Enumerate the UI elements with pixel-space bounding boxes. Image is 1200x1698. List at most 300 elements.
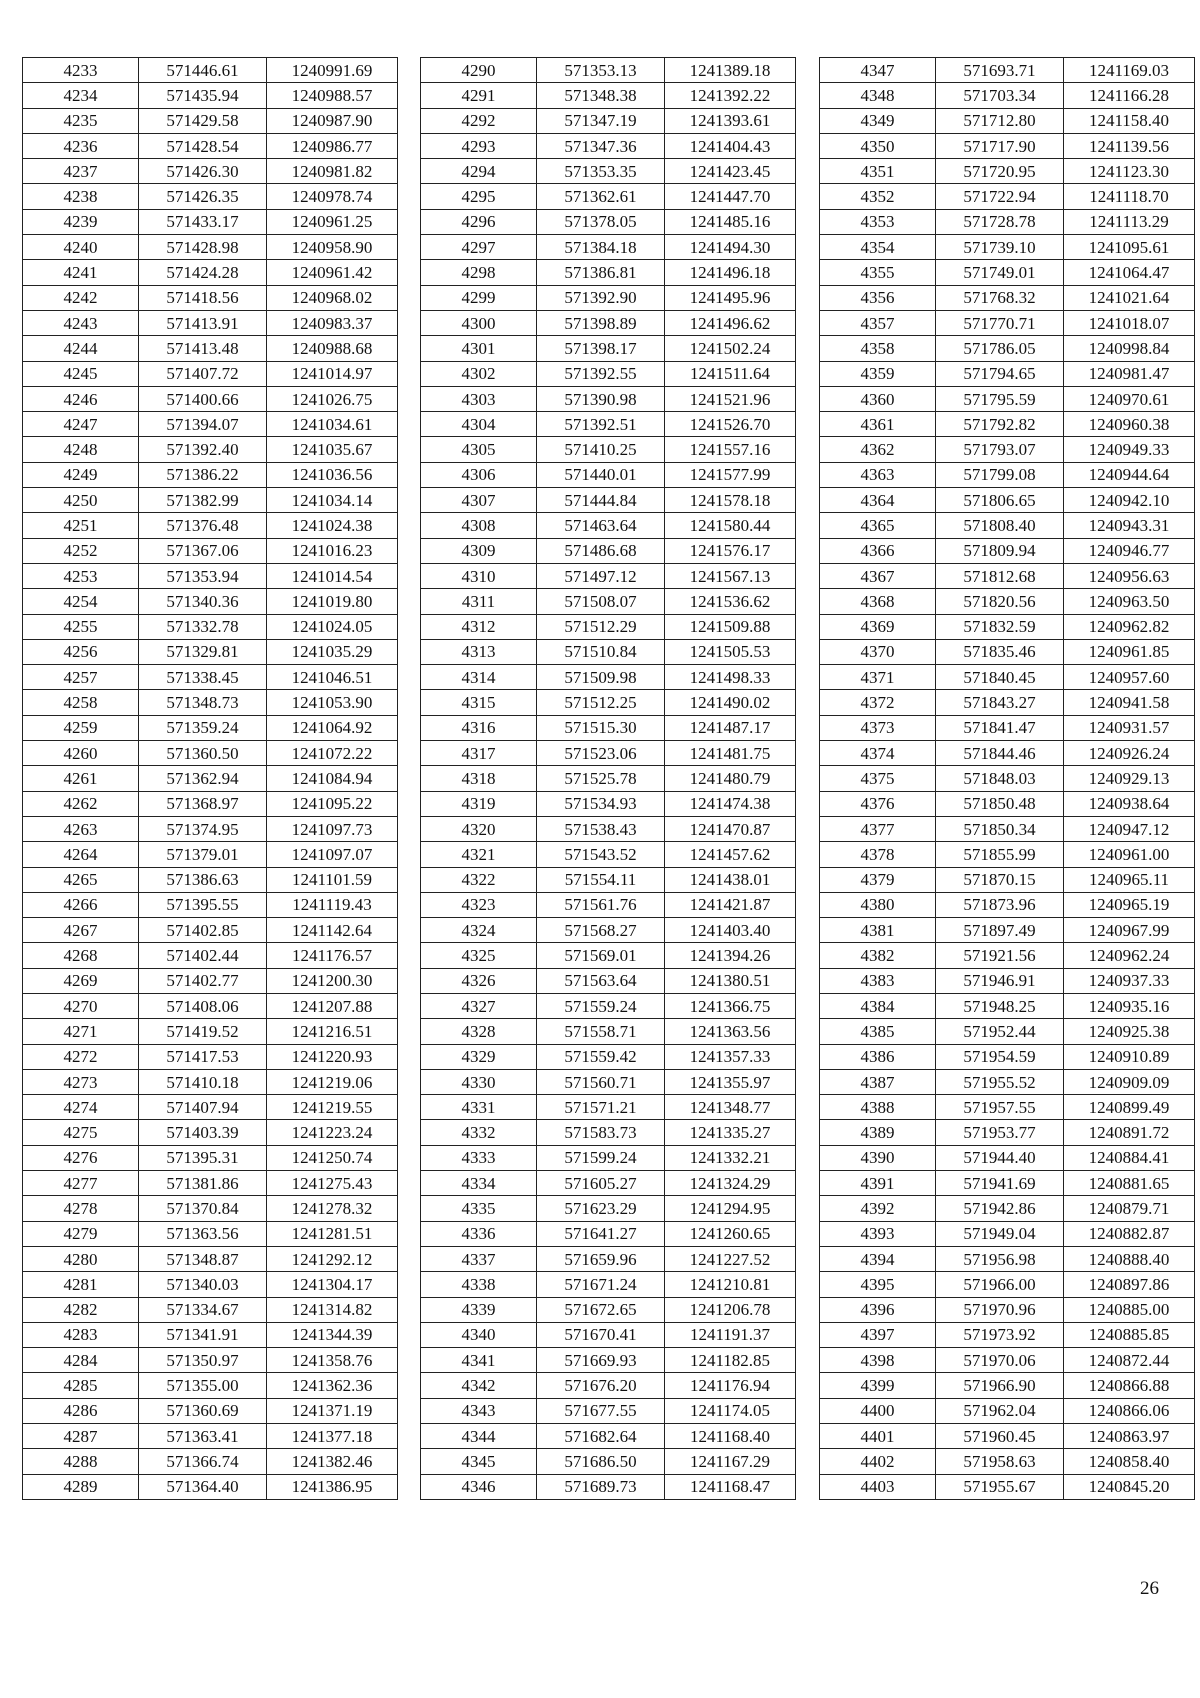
table-row bbox=[421, 1322, 796, 1347]
x-coordinate-cell: 571677.55 bbox=[537, 1398, 665, 1423]
y-coordinate-cell: 1240970.61 bbox=[1064, 386, 1195, 411]
table-row bbox=[421, 1069, 796, 1094]
point-number-cell: 4336 bbox=[421, 1221, 537, 1246]
table-row bbox=[820, 538, 1195, 563]
table-row bbox=[820, 437, 1195, 462]
x-coordinate-cell: 571360.50 bbox=[139, 741, 267, 766]
table-row bbox=[23, 159, 398, 184]
y-coordinate-cell: 1240988.68 bbox=[267, 336, 398, 361]
point-number-cell: 4275 bbox=[23, 1120, 139, 1145]
table-row bbox=[820, 462, 1195, 487]
table-row bbox=[421, 816, 796, 841]
x-coordinate-cell: 571347.36 bbox=[537, 133, 665, 158]
table-row bbox=[23, 285, 398, 310]
y-coordinate-cell: 1241101.59 bbox=[267, 867, 398, 892]
point-number-cell: 4335 bbox=[421, 1196, 537, 1221]
point-number-cell: 4323 bbox=[421, 892, 537, 917]
y-coordinate-cell: 1241167.29 bbox=[665, 1449, 796, 1474]
y-coordinate-cell: 1240863.97 bbox=[1064, 1424, 1195, 1449]
point-number-cell: 4273 bbox=[23, 1069, 139, 1094]
x-coordinate-cell: 571332.78 bbox=[139, 614, 267, 639]
x-coordinate-cell: 571676.20 bbox=[537, 1373, 665, 1398]
point-number-cell: 4241 bbox=[23, 260, 139, 285]
point-number-cell: 4358 bbox=[820, 336, 936, 361]
y-coordinate-cell: 1241557.16 bbox=[665, 437, 796, 462]
point-number-cell: 4294 bbox=[421, 159, 537, 184]
x-coordinate-cell: 571402.85 bbox=[139, 918, 267, 943]
table-row bbox=[820, 1297, 1195, 1322]
point-number-cell: 4236 bbox=[23, 133, 139, 158]
y-coordinate-cell: 1241166.28 bbox=[1064, 83, 1195, 108]
point-number-cell: 4387 bbox=[820, 1069, 936, 1094]
x-coordinate-cell: 571693.71 bbox=[936, 58, 1064, 83]
y-coordinate-cell: 1241304.17 bbox=[267, 1272, 398, 1297]
x-coordinate-cell: 571381.86 bbox=[139, 1171, 267, 1196]
point-number-cell: 4377 bbox=[820, 816, 936, 841]
x-coordinate-cell: 571392.40 bbox=[139, 437, 267, 462]
table-row bbox=[421, 1221, 796, 1246]
y-coordinate-cell: 1240885.85 bbox=[1064, 1322, 1195, 1347]
point-number-cell: 4298 bbox=[421, 260, 537, 285]
point-number-cell: 4400 bbox=[820, 1398, 936, 1423]
point-number-cell: 4366 bbox=[820, 538, 936, 563]
y-coordinate-cell: 1241097.73 bbox=[267, 816, 398, 841]
y-coordinate-cell: 1241578.18 bbox=[665, 488, 796, 513]
table-row bbox=[421, 1095, 796, 1120]
x-coordinate-cell: 571334.67 bbox=[139, 1297, 267, 1322]
table-row bbox=[820, 665, 1195, 690]
point-number-cell: 4288 bbox=[23, 1449, 139, 1474]
y-coordinate-cell: 1241496.62 bbox=[665, 310, 796, 335]
y-coordinate-cell: 1241314.82 bbox=[267, 1297, 398, 1322]
y-coordinate-cell: 1240888.40 bbox=[1064, 1246, 1195, 1271]
x-coordinate-cell: 571835.46 bbox=[936, 639, 1064, 664]
table-row bbox=[820, 867, 1195, 892]
point-number-cell: 4395 bbox=[820, 1272, 936, 1297]
point-number-cell: 4242 bbox=[23, 285, 139, 310]
table-row bbox=[23, 842, 398, 867]
table-row bbox=[421, 766, 796, 791]
y-coordinate-cell: 1240962.82 bbox=[1064, 614, 1195, 639]
point-number-cell: 4287 bbox=[23, 1424, 139, 1449]
x-coordinate-cell: 571686.50 bbox=[537, 1449, 665, 1474]
table-row bbox=[421, 513, 796, 538]
point-number-cell: 4311 bbox=[421, 589, 537, 614]
table-row bbox=[23, 1171, 398, 1196]
point-number-cell: 4329 bbox=[421, 1044, 537, 1069]
table-row bbox=[23, 83, 398, 108]
x-coordinate-cell: 571843.27 bbox=[936, 690, 1064, 715]
point-number-cell: 4398 bbox=[820, 1348, 936, 1373]
y-coordinate-cell: 1241393.61 bbox=[665, 108, 796, 133]
table-row bbox=[820, 1120, 1195, 1145]
table-row bbox=[421, 563, 796, 588]
table-row bbox=[421, 1019, 796, 1044]
y-coordinate-cell: 1241219.06 bbox=[267, 1069, 398, 1094]
y-coordinate-cell: 1241526.70 bbox=[665, 412, 796, 437]
table-row bbox=[23, 665, 398, 690]
table-row bbox=[421, 614, 796, 639]
point-number-cell: 4244 bbox=[23, 336, 139, 361]
x-coordinate-cell: 571703.34 bbox=[936, 83, 1064, 108]
x-coordinate-cell: 571583.73 bbox=[537, 1120, 665, 1145]
table-row bbox=[421, 639, 796, 664]
x-coordinate-cell: 571806.65 bbox=[936, 488, 1064, 513]
x-coordinate-cell: 571958.63 bbox=[936, 1449, 1064, 1474]
table-row bbox=[820, 816, 1195, 841]
table-row bbox=[23, 260, 398, 285]
y-coordinate-cell: 1240882.87 bbox=[1064, 1221, 1195, 1246]
table-row bbox=[23, 993, 398, 1018]
table-row bbox=[23, 1348, 398, 1373]
x-coordinate-cell: 571770.71 bbox=[936, 310, 1064, 335]
table-row bbox=[421, 791, 796, 816]
y-coordinate-cell: 1241502.24 bbox=[665, 336, 796, 361]
x-coordinate-cell: 571510.84 bbox=[537, 639, 665, 664]
x-coordinate-cell: 571368.97 bbox=[139, 791, 267, 816]
y-coordinate-cell: 1240910.89 bbox=[1064, 1044, 1195, 1069]
x-coordinate-cell: 571659.96 bbox=[537, 1246, 665, 1271]
x-coordinate-cell: 571515.30 bbox=[537, 715, 665, 740]
point-number-cell: 4269 bbox=[23, 968, 139, 993]
point-number-cell: 4368 bbox=[820, 589, 936, 614]
x-coordinate-cell: 571353.13 bbox=[537, 58, 665, 83]
x-coordinate-cell: 571363.41 bbox=[139, 1424, 267, 1449]
point-number-cell: 4243 bbox=[23, 310, 139, 335]
point-number-cell: 4343 bbox=[421, 1398, 537, 1423]
point-number-cell: 4240 bbox=[23, 235, 139, 260]
x-coordinate-cell: 571955.52 bbox=[936, 1069, 1064, 1094]
point-number-cell: 4280 bbox=[23, 1246, 139, 1271]
table-row bbox=[421, 1474, 796, 1499]
y-coordinate-cell: 1240942.10 bbox=[1064, 488, 1195, 513]
point-number-cell: 4295 bbox=[421, 184, 537, 209]
point-number-cell: 4344 bbox=[421, 1424, 537, 1449]
x-coordinate-cell: 571840.45 bbox=[936, 665, 1064, 690]
table-row bbox=[820, 1373, 1195, 1398]
y-coordinate-cell: 1241139.56 bbox=[1064, 133, 1195, 158]
point-number-cell: 4291 bbox=[421, 83, 537, 108]
point-number-cell: 4281 bbox=[23, 1272, 139, 1297]
table-row bbox=[23, 1474, 398, 1499]
table-row bbox=[23, 563, 398, 588]
point-number-cell: 4278 bbox=[23, 1196, 139, 1221]
point-number-cell: 4297 bbox=[421, 235, 537, 260]
y-coordinate-cell: 1240899.49 bbox=[1064, 1095, 1195, 1120]
point-number-cell: 4237 bbox=[23, 159, 139, 184]
table-row bbox=[820, 1348, 1195, 1373]
y-coordinate-cell: 1241053.90 bbox=[267, 690, 398, 715]
y-coordinate-cell: 1241505.53 bbox=[665, 639, 796, 664]
table-row bbox=[421, 159, 796, 184]
x-coordinate-cell: 571949.04 bbox=[936, 1221, 1064, 1246]
table-row bbox=[421, 83, 796, 108]
point-number-cell: 4265 bbox=[23, 867, 139, 892]
y-coordinate-cell: 1241447.70 bbox=[665, 184, 796, 209]
table-row bbox=[23, 108, 398, 133]
x-coordinate-cell: 571543.52 bbox=[537, 842, 665, 867]
point-number-cell: 4374 bbox=[820, 741, 936, 766]
y-coordinate-cell: 1241064.92 bbox=[267, 715, 398, 740]
point-number-cell: 4360 bbox=[820, 386, 936, 411]
point-number-cell: 4319 bbox=[421, 791, 537, 816]
table-row bbox=[820, 1474, 1195, 1499]
y-coordinate-cell: 1241018.07 bbox=[1064, 310, 1195, 335]
table-row bbox=[820, 741, 1195, 766]
y-coordinate-cell: 1240879.71 bbox=[1064, 1196, 1195, 1221]
table-row bbox=[421, 361, 796, 386]
y-coordinate-cell: 1240845.20 bbox=[1064, 1474, 1195, 1499]
point-number-cell: 4239 bbox=[23, 209, 139, 234]
point-number-cell: 4318 bbox=[421, 766, 537, 791]
x-coordinate-cell: 571962.04 bbox=[936, 1398, 1064, 1423]
table-row bbox=[23, 1221, 398, 1246]
y-coordinate-cell: 1241119.43 bbox=[267, 892, 398, 917]
x-coordinate-cell: 571558.71 bbox=[537, 1019, 665, 1044]
x-coordinate-cell: 571720.95 bbox=[936, 159, 1064, 184]
point-number-cell: 4362 bbox=[820, 437, 936, 462]
table-row bbox=[23, 1069, 398, 1094]
x-coordinate-cell: 571841.47 bbox=[936, 715, 1064, 740]
point-number-cell: 4290 bbox=[421, 58, 537, 83]
point-number-cell: 4359 bbox=[820, 361, 936, 386]
table-row bbox=[421, 1297, 796, 1322]
y-coordinate-cell: 1241292.12 bbox=[267, 1246, 398, 1271]
point-number-cell: 4365 bbox=[820, 513, 936, 538]
x-coordinate-cell: 571366.74 bbox=[139, 1449, 267, 1474]
table-row bbox=[421, 1120, 796, 1145]
x-coordinate-cell: 571850.48 bbox=[936, 791, 1064, 816]
y-coordinate-cell: 1241362.36 bbox=[267, 1373, 398, 1398]
y-coordinate-cell: 1241485.16 bbox=[665, 209, 796, 234]
x-coordinate-cell: 571739.10 bbox=[936, 235, 1064, 260]
point-number-cell: 4367 bbox=[820, 563, 936, 588]
point-number-cell: 4340 bbox=[421, 1322, 537, 1347]
y-coordinate-cell: 1241580.44 bbox=[665, 513, 796, 538]
x-coordinate-cell: 571508.07 bbox=[537, 589, 665, 614]
point-number-cell: 4259 bbox=[23, 715, 139, 740]
table-row bbox=[421, 1424, 796, 1449]
y-coordinate-cell: 1241386.95 bbox=[267, 1474, 398, 1499]
table-row bbox=[421, 690, 796, 715]
x-coordinate-cell: 571525.78 bbox=[537, 766, 665, 791]
point-number-cell: 4369 bbox=[820, 614, 936, 639]
table-row bbox=[820, 1095, 1195, 1120]
table-row bbox=[820, 1019, 1195, 1044]
point-number-cell: 4247 bbox=[23, 412, 139, 437]
x-coordinate-cell: 571946.91 bbox=[936, 968, 1064, 993]
x-coordinate-cell: 571848.03 bbox=[936, 766, 1064, 791]
point-number-cell: 4346 bbox=[421, 1474, 537, 1499]
x-coordinate-cell: 571844.46 bbox=[936, 741, 1064, 766]
table-row bbox=[820, 1145, 1195, 1170]
y-coordinate-cell: 1241389.18 bbox=[665, 58, 796, 83]
point-number-cell: 4386 bbox=[820, 1044, 936, 1069]
y-coordinate-cell: 1241095.61 bbox=[1064, 235, 1195, 260]
table-row bbox=[820, 1171, 1195, 1196]
y-coordinate-cell: 1241168.40 bbox=[665, 1424, 796, 1449]
y-coordinate-cell: 1241142.64 bbox=[267, 918, 398, 943]
x-coordinate-cell: 571347.19 bbox=[537, 108, 665, 133]
y-coordinate-cell: 1241168.47 bbox=[665, 1474, 796, 1499]
point-number-cell: 4381 bbox=[820, 918, 936, 943]
table-row bbox=[23, 1373, 398, 1398]
point-number-cell: 4350 bbox=[820, 133, 936, 158]
y-coordinate-cell: 1241324.29 bbox=[665, 1171, 796, 1196]
table-row bbox=[23, 235, 398, 260]
point-number-cell: 4364 bbox=[820, 488, 936, 513]
y-coordinate-cell: 1240981.47 bbox=[1064, 361, 1195, 386]
point-number-cell: 4276 bbox=[23, 1145, 139, 1170]
y-coordinate-cell: 1241016.23 bbox=[267, 538, 398, 563]
x-coordinate-cell: 571808.40 bbox=[936, 513, 1064, 538]
y-coordinate-cell: 1240925.38 bbox=[1064, 1019, 1195, 1044]
y-coordinate-cell: 1240965.19 bbox=[1064, 892, 1195, 917]
y-coordinate-cell: 1240983.37 bbox=[267, 310, 398, 335]
y-coordinate-cell: 1240897.86 bbox=[1064, 1272, 1195, 1297]
y-coordinate-cell: 1240987.90 bbox=[267, 108, 398, 133]
x-coordinate-cell: 571378.05 bbox=[537, 209, 665, 234]
x-coordinate-cell: 571671.24 bbox=[537, 1272, 665, 1297]
x-coordinate-cell: 571682.64 bbox=[537, 1424, 665, 1449]
table-row bbox=[820, 1322, 1195, 1347]
y-coordinate-cell: 1240926.24 bbox=[1064, 741, 1195, 766]
point-number-cell: 4345 bbox=[421, 1449, 537, 1474]
y-coordinate-cell: 1241577.99 bbox=[665, 462, 796, 487]
table-row bbox=[23, 614, 398, 639]
table-row bbox=[820, 968, 1195, 993]
table-row bbox=[421, 108, 796, 133]
point-number-cell: 4383 bbox=[820, 968, 936, 993]
x-coordinate-cell: 571390.98 bbox=[537, 386, 665, 411]
table-row bbox=[820, 159, 1195, 184]
point-number-cell: 4339 bbox=[421, 1297, 537, 1322]
y-coordinate-cell: 1240941.58 bbox=[1064, 690, 1195, 715]
y-coordinate-cell: 1240978.74 bbox=[267, 184, 398, 209]
x-coordinate-cell: 571444.84 bbox=[537, 488, 665, 513]
table-row bbox=[820, 1196, 1195, 1221]
table-row bbox=[421, 1373, 796, 1398]
x-coordinate-cell: 571407.94 bbox=[139, 1095, 267, 1120]
table-row bbox=[23, 589, 398, 614]
x-coordinate-cell: 571360.69 bbox=[139, 1398, 267, 1423]
table-row bbox=[820, 589, 1195, 614]
table-row bbox=[23, 690, 398, 715]
table-row bbox=[23, 639, 398, 664]
x-coordinate-cell: 571364.40 bbox=[139, 1474, 267, 1499]
point-number-cell: 4302 bbox=[421, 361, 537, 386]
x-coordinate-cell: 571559.42 bbox=[537, 1044, 665, 1069]
table-row bbox=[820, 842, 1195, 867]
x-coordinate-cell: 571410.25 bbox=[537, 437, 665, 462]
x-coordinate-cell: 571367.06 bbox=[139, 538, 267, 563]
table-row bbox=[23, 1019, 398, 1044]
table-row bbox=[23, 513, 398, 538]
table-row bbox=[820, 918, 1195, 943]
x-coordinate-cell: 571363.56 bbox=[139, 1221, 267, 1246]
table-row bbox=[23, 133, 398, 158]
x-coordinate-cell: 571341.91 bbox=[139, 1322, 267, 1347]
point-number-cell: 4334 bbox=[421, 1171, 537, 1196]
table-row bbox=[23, 184, 398, 209]
x-coordinate-cell: 571512.25 bbox=[537, 690, 665, 715]
point-number-cell: 4353 bbox=[820, 209, 936, 234]
table-row bbox=[820, 412, 1195, 437]
x-coordinate-cell: 571429.58 bbox=[139, 108, 267, 133]
table-row bbox=[820, 1449, 1195, 1474]
point-number-cell: 4301 bbox=[421, 336, 537, 361]
y-coordinate-cell: 1241118.70 bbox=[1064, 184, 1195, 209]
point-number-cell: 4375 bbox=[820, 766, 936, 791]
y-coordinate-cell: 1241481.75 bbox=[665, 741, 796, 766]
y-coordinate-cell: 1241366.75 bbox=[665, 993, 796, 1018]
point-number-cell: 4289 bbox=[23, 1474, 139, 1499]
table-row bbox=[820, 791, 1195, 816]
table-row bbox=[820, 1069, 1195, 1094]
y-coordinate-cell: 1241281.51 bbox=[267, 1221, 398, 1246]
y-coordinate-cell: 1241474.38 bbox=[665, 791, 796, 816]
y-coordinate-cell: 1240937.33 bbox=[1064, 968, 1195, 993]
table-row bbox=[23, 943, 398, 968]
table-row bbox=[820, 235, 1195, 260]
x-coordinate-cell: 571353.94 bbox=[139, 563, 267, 588]
table-row bbox=[23, 336, 398, 361]
x-coordinate-cell: 571523.06 bbox=[537, 741, 665, 766]
page-number: 26 bbox=[1140, 1578, 1159, 1599]
point-number-cell: 4388 bbox=[820, 1095, 936, 1120]
point-number-cell: 4390 bbox=[820, 1145, 936, 1170]
table-row bbox=[820, 260, 1195, 285]
y-coordinate-cell: 1241357.33 bbox=[665, 1044, 796, 1069]
table-row bbox=[421, 488, 796, 513]
point-number-cell: 4402 bbox=[820, 1449, 936, 1474]
x-coordinate-cell: 571400.66 bbox=[139, 386, 267, 411]
point-number-cell: 4342 bbox=[421, 1373, 537, 1398]
x-coordinate-cell: 571433.17 bbox=[139, 209, 267, 234]
point-number-cell: 4305 bbox=[421, 437, 537, 462]
point-number-cell: 4376 bbox=[820, 791, 936, 816]
y-coordinate-cell: 1241123.30 bbox=[1064, 159, 1195, 184]
table-row bbox=[820, 563, 1195, 588]
x-coordinate-cell: 571348.73 bbox=[139, 690, 267, 715]
table-row bbox=[421, 133, 796, 158]
y-coordinate-cell: 1241490.02 bbox=[665, 690, 796, 715]
point-number-cell: 4253 bbox=[23, 563, 139, 588]
y-coordinate-cell: 1240986.77 bbox=[267, 133, 398, 158]
y-coordinate-cell: 1240881.65 bbox=[1064, 1171, 1195, 1196]
x-coordinate-cell: 571957.55 bbox=[936, 1095, 1064, 1120]
table-row bbox=[820, 1398, 1195, 1423]
x-coordinate-cell: 571350.97 bbox=[139, 1348, 267, 1373]
y-coordinate-cell: 1241095.22 bbox=[267, 791, 398, 816]
x-coordinate-cell: 571395.31 bbox=[139, 1145, 267, 1170]
x-coordinate-cell: 571623.29 bbox=[537, 1196, 665, 1221]
table-row bbox=[23, 1196, 398, 1221]
y-coordinate-cell: 1241498.33 bbox=[665, 665, 796, 690]
x-coordinate-cell: 571954.59 bbox=[936, 1044, 1064, 1069]
point-number-cell: 4258 bbox=[23, 690, 139, 715]
table-row bbox=[421, 715, 796, 740]
x-coordinate-cell: 571944.40 bbox=[936, 1145, 1064, 1170]
x-coordinate-cell: 571599.24 bbox=[537, 1145, 665, 1170]
point-number-cell: 4257 bbox=[23, 665, 139, 690]
point-number-cell: 4351 bbox=[820, 159, 936, 184]
y-coordinate-cell: 1241176.57 bbox=[267, 943, 398, 968]
x-coordinate-cell: 571795.59 bbox=[936, 386, 1064, 411]
point-number-cell: 4316 bbox=[421, 715, 537, 740]
y-coordinate-cell: 1241182.85 bbox=[665, 1348, 796, 1373]
point-number-cell: 4393 bbox=[820, 1221, 936, 1246]
